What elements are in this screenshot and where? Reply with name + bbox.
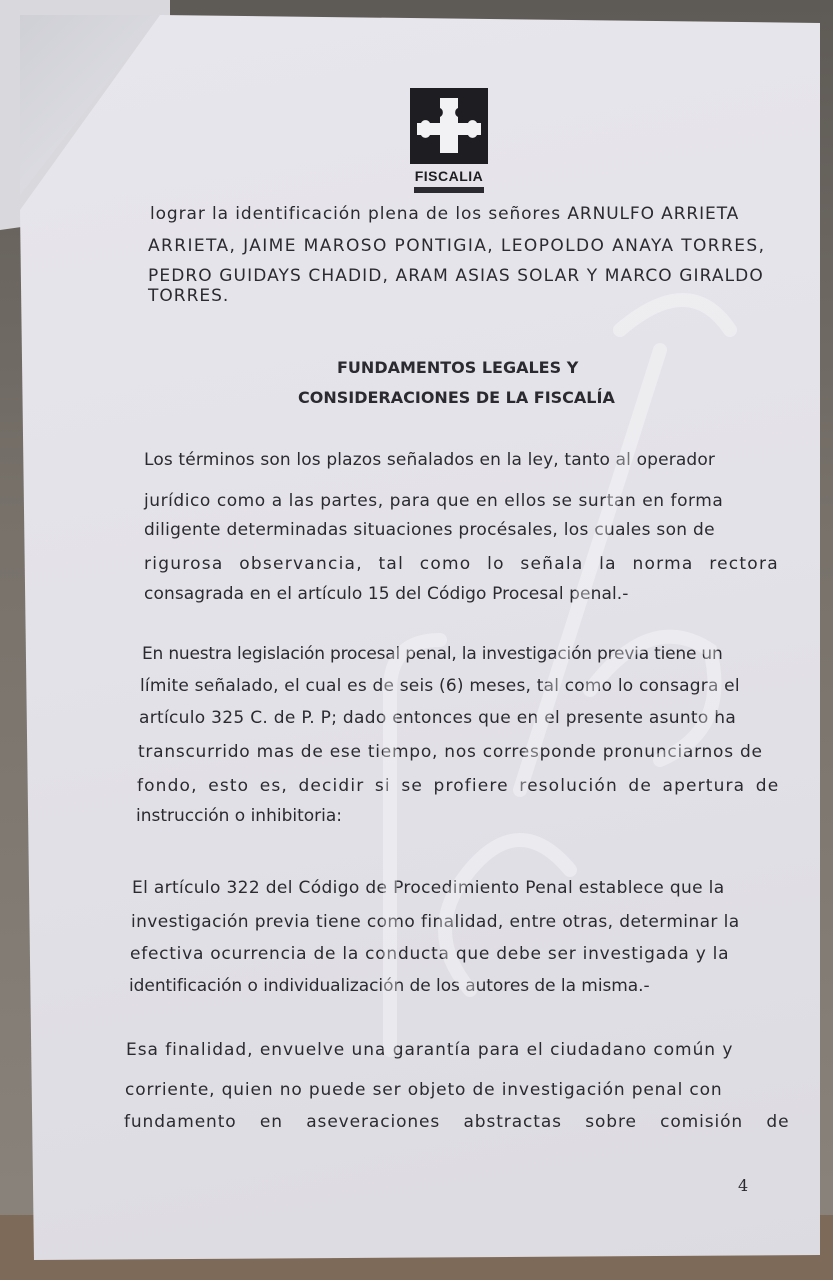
fiscalia-logo — [408, 88, 490, 196]
text-line: consagrada en el artículo 15 del Código Procesal penal.- — [144, 584, 629, 604]
text-line: efectiva ocurrencia de la conducta que debe ser investigada y la — [130, 944, 730, 964]
text-line: Los términos son los plazos señalados en la ley, tanto al operador — [144, 450, 716, 470]
text-line: ARRIETA, JAIME MAROSO PONTIGIA, LEOPOLDO ANAYA TORRES, — [148, 236, 766, 256]
section-heading-line-1: FUNDAMENTOS LEGALES Y — [337, 358, 579, 377]
text-line: PEDRO GUIDAYS CHADID, ARAM ASIAS SOLAR Y MARCO GIRALDO — [148, 266, 764, 286]
text-line: jurídico como a las partes, para que en ellos se surtan en forma — [144, 491, 724, 511]
text-line: lograr la identificación plena de los señores ARNULFO ARRIETA — [150, 204, 740, 224]
text-line: límite señalado, el cual es de seis (6) meses, tal como lo consagra el — [140, 676, 740, 696]
text-line: investigación previa tiene como finalidad, entre otras, determinar la — [131, 912, 740, 932]
text-line: instrucción o inhibitoria: — [136, 806, 343, 826]
page-number: 4 — [738, 1176, 749, 1195]
text-line: diligente determinadas situaciones procésales, los cuales son de — [144, 520, 715, 540]
logo-subline — [414, 187, 484, 193]
logo-text: FISCALIA — [414, 168, 484, 184]
text-line: El artículo 322 del Código de Procedimiento Penal establece que la — [132, 878, 725, 898]
text-line: identificación o individualización de los autores de la misma.- — [129, 976, 650, 996]
text-line: transcurrido mas de ese tiempo, nos corresponde pronunciarnos de — [138, 742, 763, 762]
text-line: TORRES. — [148, 286, 230, 306]
text-line: Esa finalidad, envuelve una garantía para el ciudadano común y — [126, 1040, 734, 1060]
document-page — [20, 15, 820, 1265]
text-line: fondo, esto es, decidir si se profiere resolución de apertura de — [137, 776, 780, 796]
text-line: rigurosa observancia, tal como lo señala la norma rectora — [144, 554, 779, 574]
text-line: En nuestra legislación procesal penal, la investigación previa tiene un — [142, 644, 723, 664]
text-line: fundamento en aseveraciones abstractas sobre comisión de — [124, 1112, 790, 1132]
section-heading-line-2: CONSIDERACIONES DE LA FISCALÍA — [298, 388, 615, 407]
text-line: corriente, quien no puede ser objeto de investigación penal con — [125, 1080, 723, 1100]
puzzle-logo-icon — [410, 88, 488, 164]
text-line: artículo 325 C. de P. P; dado entonces que en el presente asunto ha — [139, 708, 737, 728]
